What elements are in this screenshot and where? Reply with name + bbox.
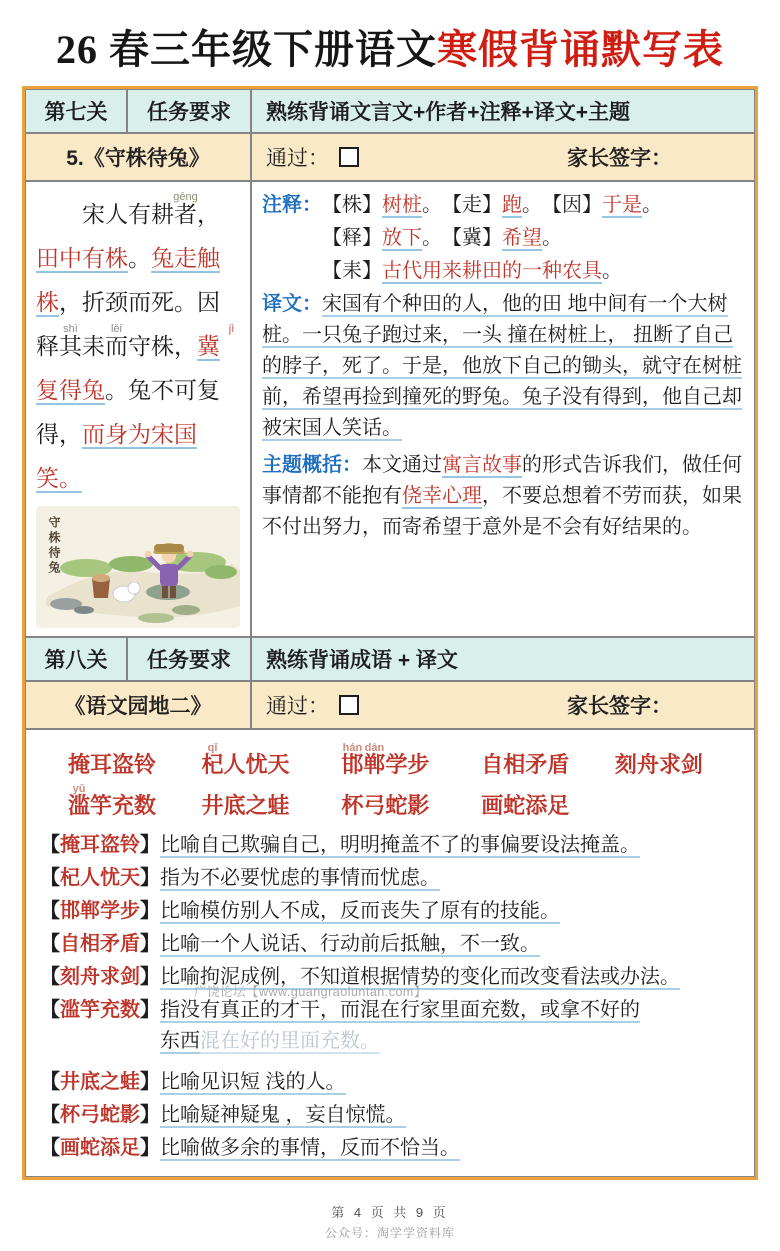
idiom-name: 【杯弓蛇影】 (40, 1104, 160, 1126)
notes-lines (322, 190, 662, 289)
section7-task-label: 任务要求 (127, 89, 251, 133)
idiom: 画蛇添足 (481, 793, 570, 818)
illustration-drawing (36, 506, 240, 628)
idiom: hán 邯 dān 郸学步 (341, 742, 430, 777)
section8-level: 第八关 (25, 637, 127, 681)
idiom-name: 【杞人忧天】 (40, 867, 160, 889)
idiom-name: 【自相矛盾】 (40, 933, 160, 955)
idiom-meaning: 比喻一个人说话、行动前后抵触，不一致。 (160, 933, 540, 955)
section7-content-row (25, 181, 755, 637)
pass-label: 通过： (266, 147, 329, 170)
idiom-definition-row (40, 896, 742, 927)
section8-lesson-title: 《语文园地二》 (25, 681, 251, 729)
idiom-name: 【邯郸学步】 (40, 900, 160, 922)
idiom-name: 【画蛇添足】 (40, 1137, 160, 1159)
idiom-meaning: 比喻见识短 浅的人。 (160, 1071, 346, 1093)
shouzhudaitu-illustration (36, 506, 240, 628)
idiom-definition-row (40, 1100, 742, 1131)
section8-task: 熟练背诵成语 + 译文 (251, 637, 755, 681)
idiom-definition-row (40, 863, 742, 894)
idioms-cell (25, 729, 755, 1177)
section7-pass-row (25, 133, 755, 181)
parent-sign-label: 家长签字： (567, 695, 672, 718)
section7-task: 熟练背诵文言文+作者+注释+译文+主题 (251, 89, 755, 133)
title-prefix: 26 春三年级下册语文 (56, 27, 437, 72)
idiom-meaning: 比喻做多余的事情，反而不恰当。 (160, 1137, 460, 1159)
idiom-definition-row (40, 1067, 742, 1098)
idiom-name: 【滥竽充数】 (40, 999, 160, 1021)
section7-lesson-title: 5.《守株待兔》 (25, 133, 251, 181)
idiom: 井底之蛙 (201, 793, 290, 818)
pass-label: 通过： (266, 695, 329, 718)
idiom-name: 【掩耳盗铃】 (40, 834, 160, 856)
idiom-definition-row (40, 929, 742, 960)
parent-sign-label: 家长签字： (567, 147, 672, 170)
translation-paragraph: 译文：宋国有个种田的人，他的田 地中间有一个大树桩。一只兔子跑过来，一头 撞在树桩上， 扭断了自己的脖子，死了。于是，他放下自己的锄头，就守在树桩前，希望再捡到撞死的野兔。兔子没有得到，他自己却被宋国人笑话。 (262, 293, 742, 439)
title-highlight: 寒假背诵默写表 (437, 27, 724, 72)
idiom: 自相矛盾 (481, 752, 570, 777)
classical-text-cell (25, 181, 251, 637)
idiom: yǔ 滥竽充数 (68, 783, 157, 818)
notes-label: 注释： (262, 194, 322, 216)
idiom: qǐ 杞人忧天 (201, 742, 290, 777)
watermark: 广饶论坛【www.guangraoluntan.com】 (194, 985, 427, 999)
idiom-definition-row (40, 830, 742, 861)
idiom: 刻舟求剑 (614, 752, 703, 777)
section8-pass-cell (251, 681, 755, 729)
pass-checkbox[interactable] (339, 695, 359, 715)
section8-pass-row (25, 681, 755, 729)
idiom-list (68, 742, 742, 820)
idiom-definition-row (40, 1133, 742, 1164)
idiom-meaning: 指为不必要忧虑的事情而忧虑。 (160, 867, 440, 889)
classical-text: 宋人有 gēng 耕者，田中有株。兔走触株，折颈而死。因 shì 释其 lěi 耒而守株， jì 冀复得兔。兔不可复得，而身为宋国笑。 (36, 191, 235, 491)
illustration-caption: 守株待兔 (47, 516, 61, 576)
idiom: 杯弓蛇影 (341, 793, 430, 818)
notes-line: 【耒】古代用来耕田的一种农具。 (322, 260, 622, 282)
notes-block (262, 190, 662, 289)
worksheet-table (22, 86, 758, 1180)
wechat-account: 公众号：淘学学资料库 (324, 1226, 455, 1240)
idiom-definition-row (40, 995, 742, 1057)
section8-header-row (25, 637, 755, 681)
notes-line: 【株】树桩。 【走】跑。 【因】于是。 (322, 194, 662, 216)
page-title (22, 26, 758, 74)
idiom-meaning: 比喻疑神疑鬼 ，妄自惊慌。 (160, 1104, 406, 1126)
idiom-meaning: 比喻拘泥成例，不知道根据情势的变化而改变看法或办法。 (160, 966, 680, 988)
pass-checkbox[interactable] (339, 147, 359, 167)
annotation-cell (251, 181, 755, 637)
idiom (615, 789, 742, 820)
section7-pass-cell (251, 133, 755, 181)
page-footer (22, 1202, 758, 1241)
idiom-meaning: 比喻模仿别人不成，反而丧失了原有的技能。 (160, 900, 560, 922)
section7-header-row (25, 89, 755, 133)
idioms-row (25, 729, 755, 1177)
idiom-meaning: 比喻自己欺骗自己，明明掩盖不了的事偏要设法掩盖。 (160, 834, 640, 856)
idiom-meaning: 指没有真正的才干，而混在行家里面充数，或拿不好的 东西混在好的里面充数。 (160, 999, 640, 1052)
theme-paragraph: 主题概括：本文通过寓言故事的形式告诉我们，做任何事情都不能抱有侥幸心理，不要总想着不劳而获，如果不付出努力，而寄希望于意外是不会有好结果的。 (262, 454, 742, 538)
notes-line: 【释】放下。 【冀】希望。 (322, 227, 562, 249)
idiom-name: 【井底之蛙】 (40, 1071, 160, 1093)
page-number: 第 4 页 共 9 页 (331, 1205, 449, 1220)
idiom-name: 【刻舟求剑】 (40, 966, 160, 988)
section7-level: 第七关 (25, 89, 127, 133)
section8-task-label: 任务要求 (127, 637, 251, 681)
idiom: 掩耳盗铃 (68, 752, 157, 777)
